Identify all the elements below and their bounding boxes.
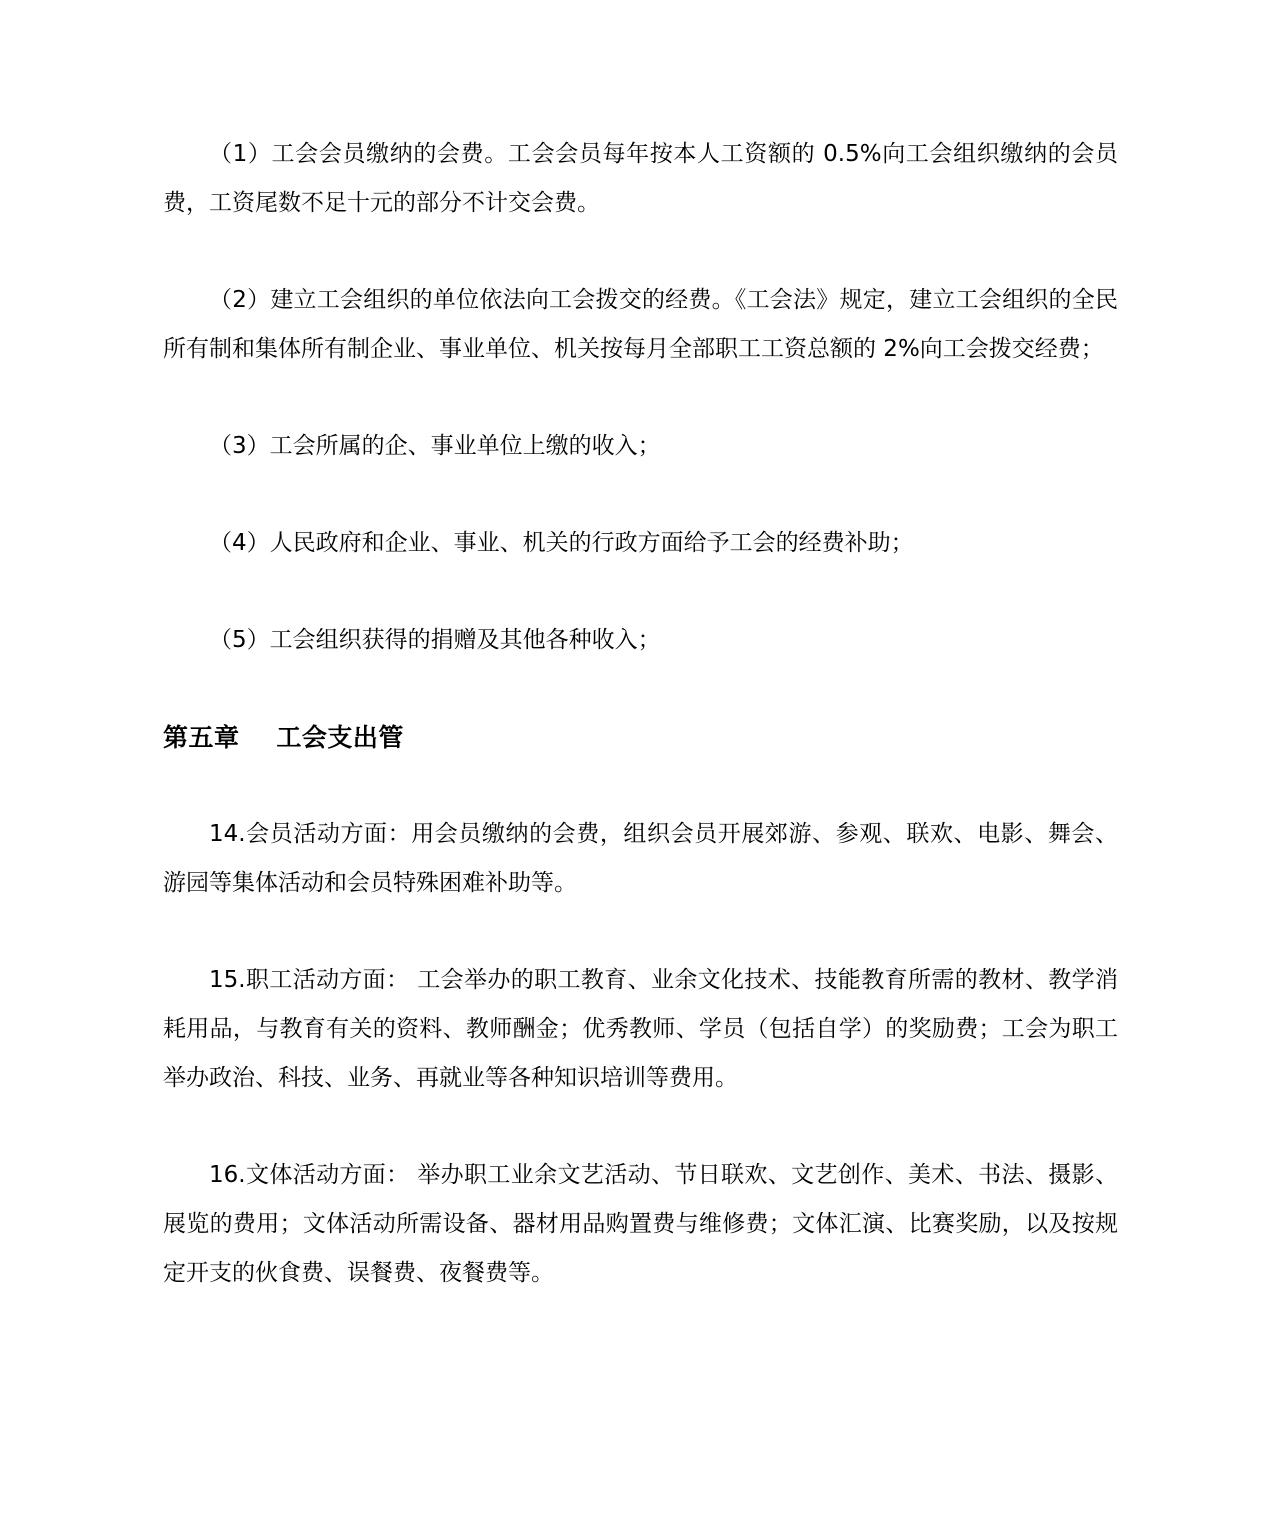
paragraph-spacer [163, 762, 1118, 810]
chapter-heading: 第五章 工会支出管 [163, 723, 404, 752]
document-body [163, 130, 1118, 1298]
paragraph-spacer [163, 908, 1118, 956]
paragraph-item-2: （2）建立工会组织的单位依法向工会拨交的经费。《工会法》规定，建立工会组织的全民所有制和集体所有制企业、事业单位、机关按每月全部职工工资总额的 2%向工会拨交经费； [163, 287, 1118, 362]
paragraph-spacer [163, 665, 1118, 713]
paragraph-spacer [163, 1103, 1118, 1151]
paragraph-item-1: （1）工会会员缴纳的会费。工会会员每年按本人工资额的 0.5%向工会组织缴纳的会员费，工资尾数不足十元的部分不计交会费。 [163, 141, 1118, 216]
paragraph-article-15: 15.职工活动方面： 工会举办的职工教育、业余文化技术、技能教育所需的教材、教学消耗用品，与教育有关的资料、教师酬金；优秀教师、学员（包括自学）的奖励费；工会为职工举办政治、科技、业务、再就业等各种知识培训等费用。 [163, 967, 1118, 1091]
paragraph-article-14: 14.会员活动方面：用会员缴纳的会费，组织会员开展郊游、参观、联欢、电影、舞会、游园等集体活动和会员特殊困难补助等。 [163, 821, 1118, 896]
paragraph-spacer [163, 228, 1118, 276]
paragraph-spacer [163, 374, 1118, 422]
paragraph-item-4: （4）人民政府和企业、事业、机关的行政方面给予工会的经费补助； [209, 530, 914, 556]
paragraph-article-16: 16.文体活动方面： 举办职工业余文艺活动、节日联欢、文艺创作、美术、书法、摄影、展览的费用；文体活动所需设备、器材用品购置费与维修费；文体汇演、比赛奖励，以及按规定开支的伙食费、误餐费、夜餐费等。 [163, 1162, 1118, 1286]
paragraph-item-3: （3）工会所属的企、事业单位上缴的收入； [209, 433, 661, 459]
paragraph-spacer [163, 471, 1118, 519]
paragraph-item-5: （5）工会组织获得的捐赠及其他各种收入； [209, 627, 661, 653]
paragraph-spacer [163, 568, 1118, 616]
